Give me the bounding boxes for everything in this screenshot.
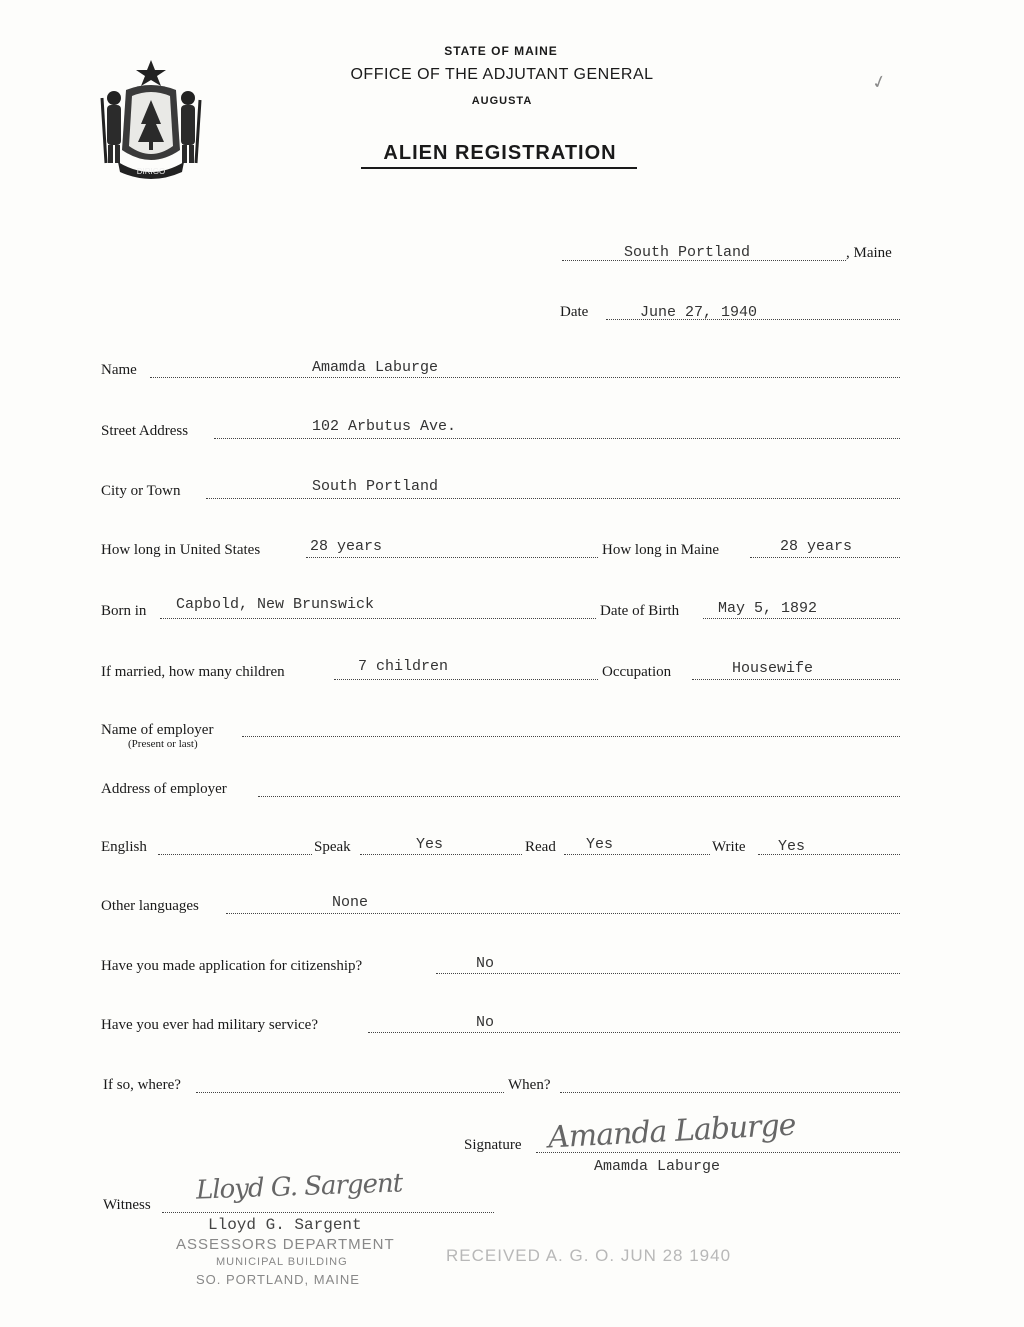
employer-label: Name of employer <box>101 722 214 738</box>
street-dots <box>214 438 900 439</box>
employer-dots <box>242 736 900 737</box>
speak-label: Speak <box>314 839 351 855</box>
witness-label: Witness <box>103 1197 151 1213</box>
born-value: Capbold, New Brunswick <box>176 596 375 613</box>
born-label: Born in <box>101 603 147 619</box>
street-label: Street Address <box>101 423 189 439</box>
maine-time-dots <box>750 557 900 558</box>
signature-typed: Amamda Laburge <box>594 1158 721 1175</box>
header-state: STATE OF MAINE <box>444 44 558 58</box>
where-label: If so, where? <box>103 1077 181 1093</box>
citizenship-value: No <box>476 955 495 972</box>
form-title: ALIEN REGISTRATION <box>383 142 617 164</box>
assessors-stamp-line2: MUNICIPAL BUILDING <box>216 1256 348 1268</box>
maine-time-label: How long in Maine <box>602 542 720 558</box>
signature-handwritten: Amanda Laburge <box>547 1107 797 1156</box>
city-value: South Portland <box>312 478 439 495</box>
name-dots <box>150 377 900 378</box>
read-value: Yes <box>586 836 614 853</box>
write-value: Yes <box>778 838 806 855</box>
employer-address-dots <box>258 796 900 797</box>
place-value: South Portland <box>624 244 751 261</box>
when-label: When? <box>508 1077 551 1093</box>
header-office: OFFICE OF THE ADJUTANT GENERAL <box>350 66 654 83</box>
assessors-stamp-line1: ASSESSORS DEPARTMENT <box>176 1236 395 1253</box>
english-label: English <box>101 839 147 855</box>
employer-sublabel: (Present or last) <box>128 738 198 750</box>
children-label: If married, how many children <box>101 664 285 680</box>
read-dots <box>564 854 710 855</box>
us-time-dots <box>306 557 598 558</box>
read-label: Read <box>525 839 556 855</box>
date-label: Date <box>560 304 589 320</box>
occupation-label: Occupation <box>602 664 672 680</box>
us-time-label: How long in United States <box>101 542 261 558</box>
header-city: AUGUSTA <box>471 95 533 107</box>
occupation-value: Housewife <box>732 660 814 677</box>
other-languages-label: Other languages <box>101 898 199 914</box>
speak-value: Yes <box>416 836 444 853</box>
english-dots <box>158 854 312 855</box>
name-value: Amamda Laburge <box>312 359 439 376</box>
assessors-stamp-line3: SO. PORTLAND, MAINE <box>196 1272 360 1287</box>
children-value: 7 children <box>358 658 449 675</box>
children-dots <box>334 679 598 680</box>
dob-label: Date of Birth <box>600 603 680 619</box>
witness-typed: Lloyd G. Sargent <box>208 1216 362 1234</box>
military-label: Have you ever had military service? <box>101 1017 318 1033</box>
born-dots <box>160 618 596 619</box>
other-languages-dots <box>226 913 900 914</box>
speak-dots <box>360 854 522 855</box>
military-value: No <box>476 1014 495 1031</box>
when-dots <box>560 1092 900 1093</box>
witness-handwritten: Lloyd G. Sargent <box>195 1168 403 1206</box>
dob-value: May 5, 1892 <box>718 600 818 617</box>
name-label: Name <box>101 362 137 378</box>
other-languages-value: None <box>332 894 369 911</box>
check-mark-icon: ✓ <box>869 70 890 95</box>
svg-text:DIRIGO: DIRIGO <box>136 167 166 176</box>
employer-address-label: Address of employer <box>101 781 227 797</box>
date-value: June 27, 1940 <box>640 304 758 321</box>
title-underline <box>361 167 637 169</box>
occupation-dots <box>692 679 900 680</box>
witness-dots <box>162 1212 494 1213</box>
citizenship-dots <box>436 973 900 974</box>
us-time-value: 28 years <box>310 538 383 555</box>
signature-label: Signature <box>464 1137 522 1153</box>
dob-dots <box>703 618 900 619</box>
received-stamp: RECEIVED A. G. O. JUN 28 1940 <box>446 1246 732 1265</box>
write-label: Write <box>712 839 746 855</box>
place-suffix: , Maine <box>846 245 892 261</box>
street-value: 102 Arbutus Ave. <box>312 418 457 435</box>
city-label: City or Town <box>101 483 181 499</box>
city-dots <box>206 498 900 499</box>
citizenship-label: Have you made application for citizenship? <box>101 958 363 974</box>
maine-time-value: 28 years <box>780 538 853 555</box>
where-dots <box>196 1092 504 1093</box>
military-dots <box>368 1032 900 1033</box>
